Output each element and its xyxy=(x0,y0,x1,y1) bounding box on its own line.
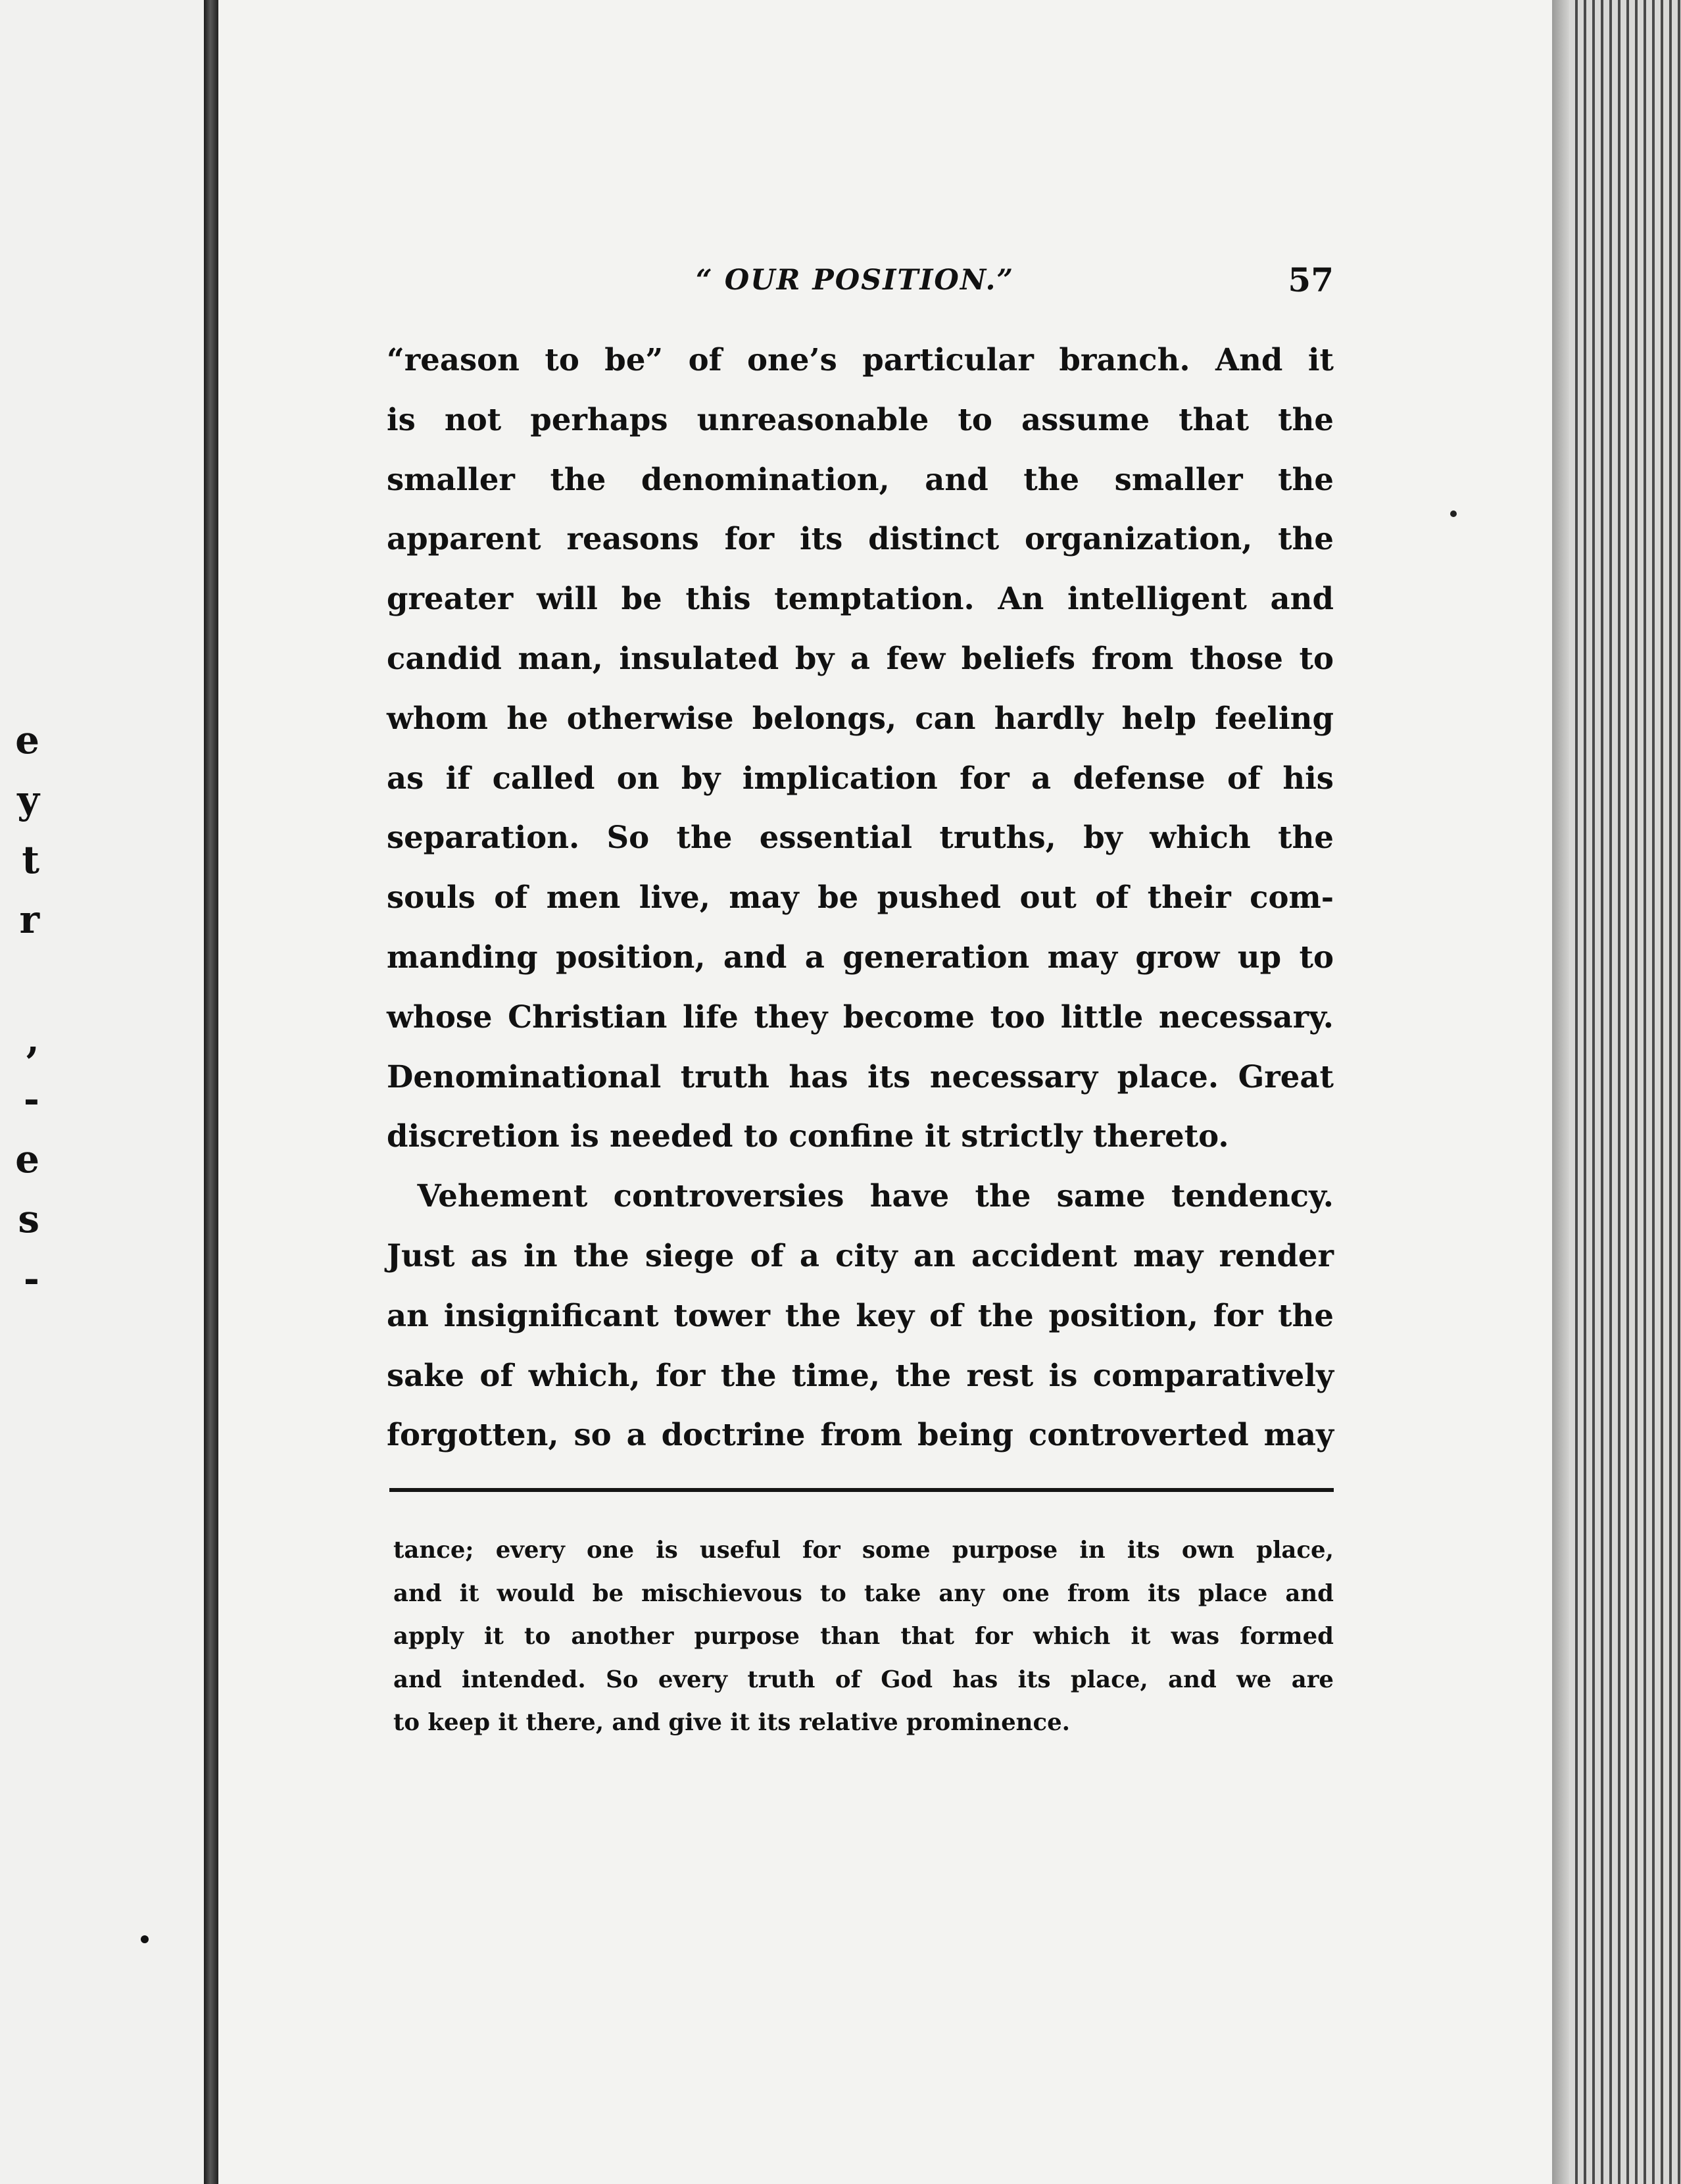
page-edge-shadow xyxy=(1552,0,1569,2184)
footnote-rule xyxy=(389,1488,1334,1492)
text-line: whose Christian life they become too little necessary. xyxy=(387,998,1334,1035)
previous-page-fragment xyxy=(0,1309,39,1369)
text-line: as if called on by implication for a defense of his xyxy=(387,759,1334,796)
previous-page-fragments xyxy=(0,710,39,1489)
running-head xyxy=(387,254,1334,307)
page-block-edges xyxy=(1552,0,1681,2184)
previous-page-fragment: t xyxy=(22,837,39,882)
text-line: an insignificant tower the key of the position, for the xyxy=(387,1297,1334,1333)
previous-page-fragment: , xyxy=(26,1017,39,1062)
previous-page-fragment: e xyxy=(15,1137,39,1181)
text-line: “reason to be” of one’s particular branch. And it xyxy=(387,341,1334,378)
text-line: sake of which, for the time, the rest is comparatively xyxy=(387,1356,1334,1393)
footnote-line: apply it to another purpose than that for which it was formed xyxy=(393,1623,1334,1650)
previous-page-fragment: e xyxy=(15,718,39,762)
running-title: “ OUR POSITION.” xyxy=(696,264,1015,297)
previous-page-fragment: - xyxy=(23,1256,39,1301)
ink-speck xyxy=(141,1935,149,1943)
text-line: whom he otherwise belongs, can hardly help feeling xyxy=(387,699,1334,736)
body-text xyxy=(387,330,1334,1465)
previous-page-fragment xyxy=(0,950,39,1010)
previous-page-fragment xyxy=(0,1429,39,1489)
previous-page-fragment xyxy=(0,1369,39,1429)
previous-page-fragment: r xyxy=(19,897,39,942)
text-line: candid man, insulated by a few beliefs from those to xyxy=(387,639,1334,676)
paragraph-end-line: discretion is needed to confine it strictly thereto. xyxy=(387,1118,1229,1154)
previous-page-fragment: - xyxy=(23,1077,39,1122)
text-line: souls of men live, may be pushed out of their com- xyxy=(387,879,1334,916)
footnote xyxy=(393,1529,1334,1745)
text-line: is not perhaps unreasonable to assume that the xyxy=(387,401,1334,437)
footnote-line: tance; every one is useful for some purpose in its own place, xyxy=(393,1537,1334,1564)
text-line: greater will be this temptation. An intelligent and xyxy=(387,580,1334,617)
previous-page-fragment: y xyxy=(17,778,39,822)
footnote-line: and it would be mischievous to take any one from its place and xyxy=(393,1579,1334,1607)
text-line: Just as in the siege of a city an accident may render xyxy=(387,1237,1334,1274)
text-line: forgotten, so a doctrine from being controverted may xyxy=(387,1416,1334,1453)
text-line: apparent reasons for its distinct organization, the xyxy=(387,520,1334,557)
previous-page xyxy=(0,0,204,2184)
previous-page-fragment: s xyxy=(18,1197,39,1241)
ink-speck xyxy=(1450,510,1457,517)
book-gutter xyxy=(204,0,218,2184)
paragraph-start-line: Vehement controversies have the same tendency. xyxy=(387,1178,1334,1214)
footnote-line: to keep it there, and give it its relative prominence. xyxy=(393,1709,1071,1736)
text-line: smaller the denomination, and the smaller the xyxy=(387,460,1334,497)
text-line: manding position, and a generation may grow up to xyxy=(387,938,1334,975)
page-number: 57 xyxy=(1288,261,1334,299)
text-line: separation. So the essential truths, by which the xyxy=(387,819,1334,856)
footnote-line: and intended. So every truth of God has its place, and we are xyxy=(393,1666,1334,1693)
text-line: Denominational truth has its necessary place. Great xyxy=(387,1058,1334,1095)
